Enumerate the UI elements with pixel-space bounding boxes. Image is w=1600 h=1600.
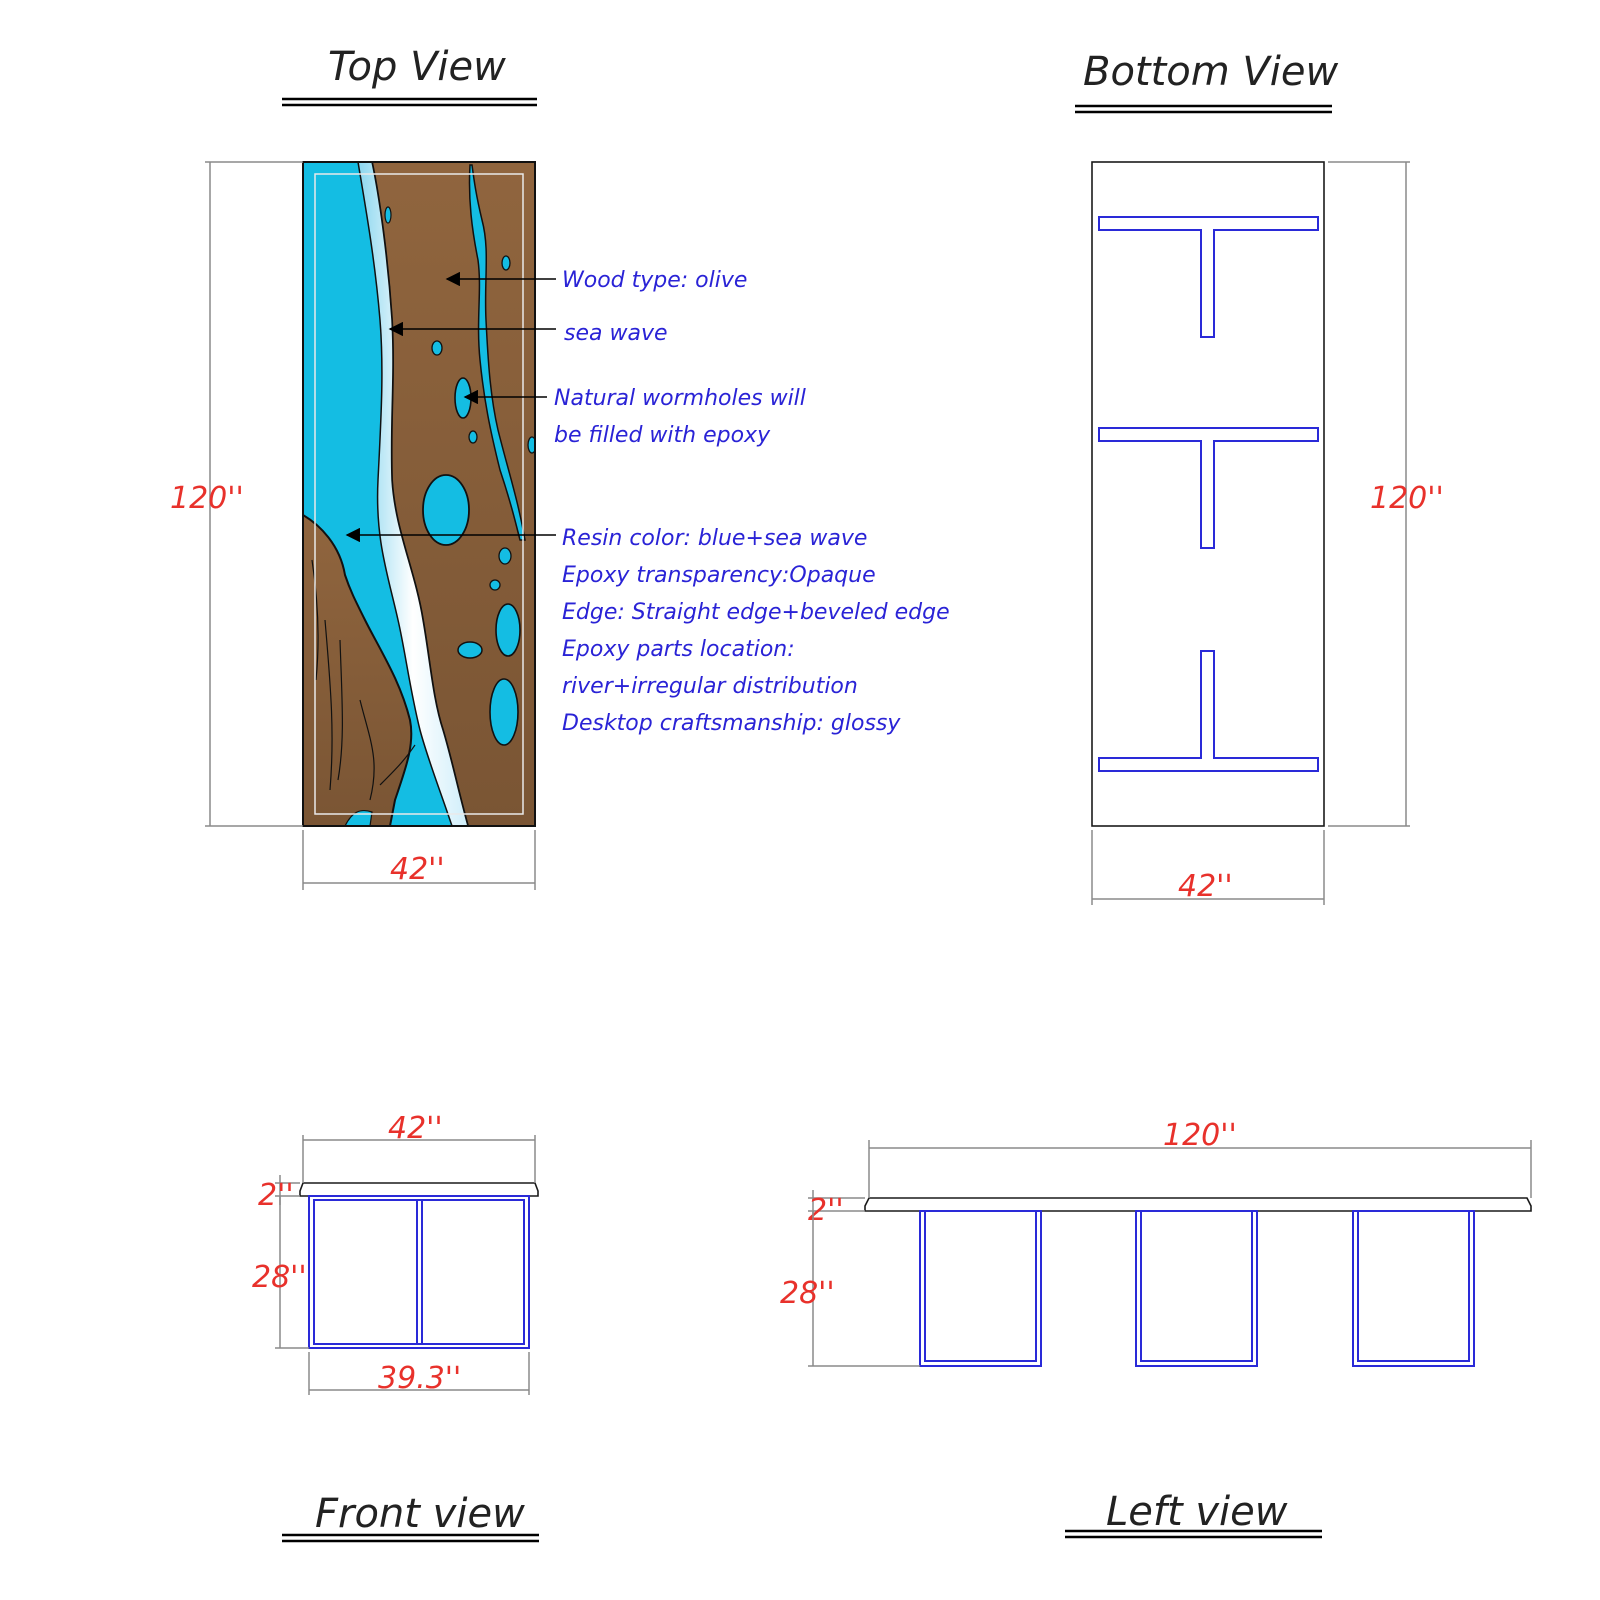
top-view-title: Top View (328, 44, 506, 90)
left-view-leg-1 (920, 1211, 1041, 1366)
front-view-title: Front view (315, 1491, 525, 1537)
left-view-leg-3 (1353, 1211, 1474, 1366)
bottom-view-length-dimension: 120'' (1370, 481, 1444, 516)
top-view-width-dimension: 42'' (390, 852, 445, 887)
top-view (170, 44, 950, 890)
front-view-width-dimension: 42'' (388, 1111, 443, 1146)
annotation-wormholes-line2: be filled with epoxy (554, 423, 771, 448)
left-view-thickness-dimension: 2'' (808, 1193, 844, 1228)
left-view-leg-2 (1136, 1211, 1257, 1366)
bottom-view (1075, 49, 1444, 905)
left-view (780, 1118, 1531, 1537)
left-view-height-dimension: 28'' (780, 1276, 835, 1311)
front-view (252, 1111, 539, 1541)
front-view-thickness-dimension: 2'' (258, 1178, 294, 1213)
bottom-view-outline (1092, 162, 1324, 826)
front-view-base-width-dimension: 39.3'' (378, 1361, 462, 1396)
spec-resin-color: Resin color: blue+sea wave (562, 526, 868, 551)
left-view-title: Left view (1106, 1489, 1288, 1535)
spec-epoxy-distribution: river+irregular distribution (562, 674, 858, 699)
spec-edge: Edge: Straight edge+beveled edge (562, 600, 950, 625)
annotation-wood-type: Wood type: olive (562, 268, 748, 293)
spec-desktop-craftsmanship: Desktop craftsmanship: glossy (562, 711, 901, 736)
front-view-height-dimension: 28'' (252, 1260, 307, 1295)
spec-epoxy-location: Epoxy parts location: (562, 637, 795, 662)
annotation-wormholes-line1: Natural wormholes will (554, 386, 806, 411)
front-view-tabletop (300, 1183, 538, 1196)
bottom-view-width-dimension: 42'' (1178, 869, 1233, 904)
leg-frame-bottom-3 (1099, 651, 1318, 771)
leg-frame-bottom-1 (1099, 217, 1318, 337)
top-view-length-dimension: 120'' (170, 481, 244, 516)
left-view-length-dimension: 120'' (1163, 1118, 1237, 1153)
spec-epoxy-transparency: Epoxy transparency:Opaque (562, 563, 876, 588)
front-view-base-frame (309, 1196, 529, 1348)
tabletop-river-illustration (303, 162, 536, 826)
annotation-sea-wave: sea wave (564, 321, 668, 346)
leg-frame-bottom-2 (1099, 428, 1318, 548)
bottom-view-title: Bottom View (1083, 49, 1339, 95)
left-view-tabletop (865, 1198, 1531, 1211)
